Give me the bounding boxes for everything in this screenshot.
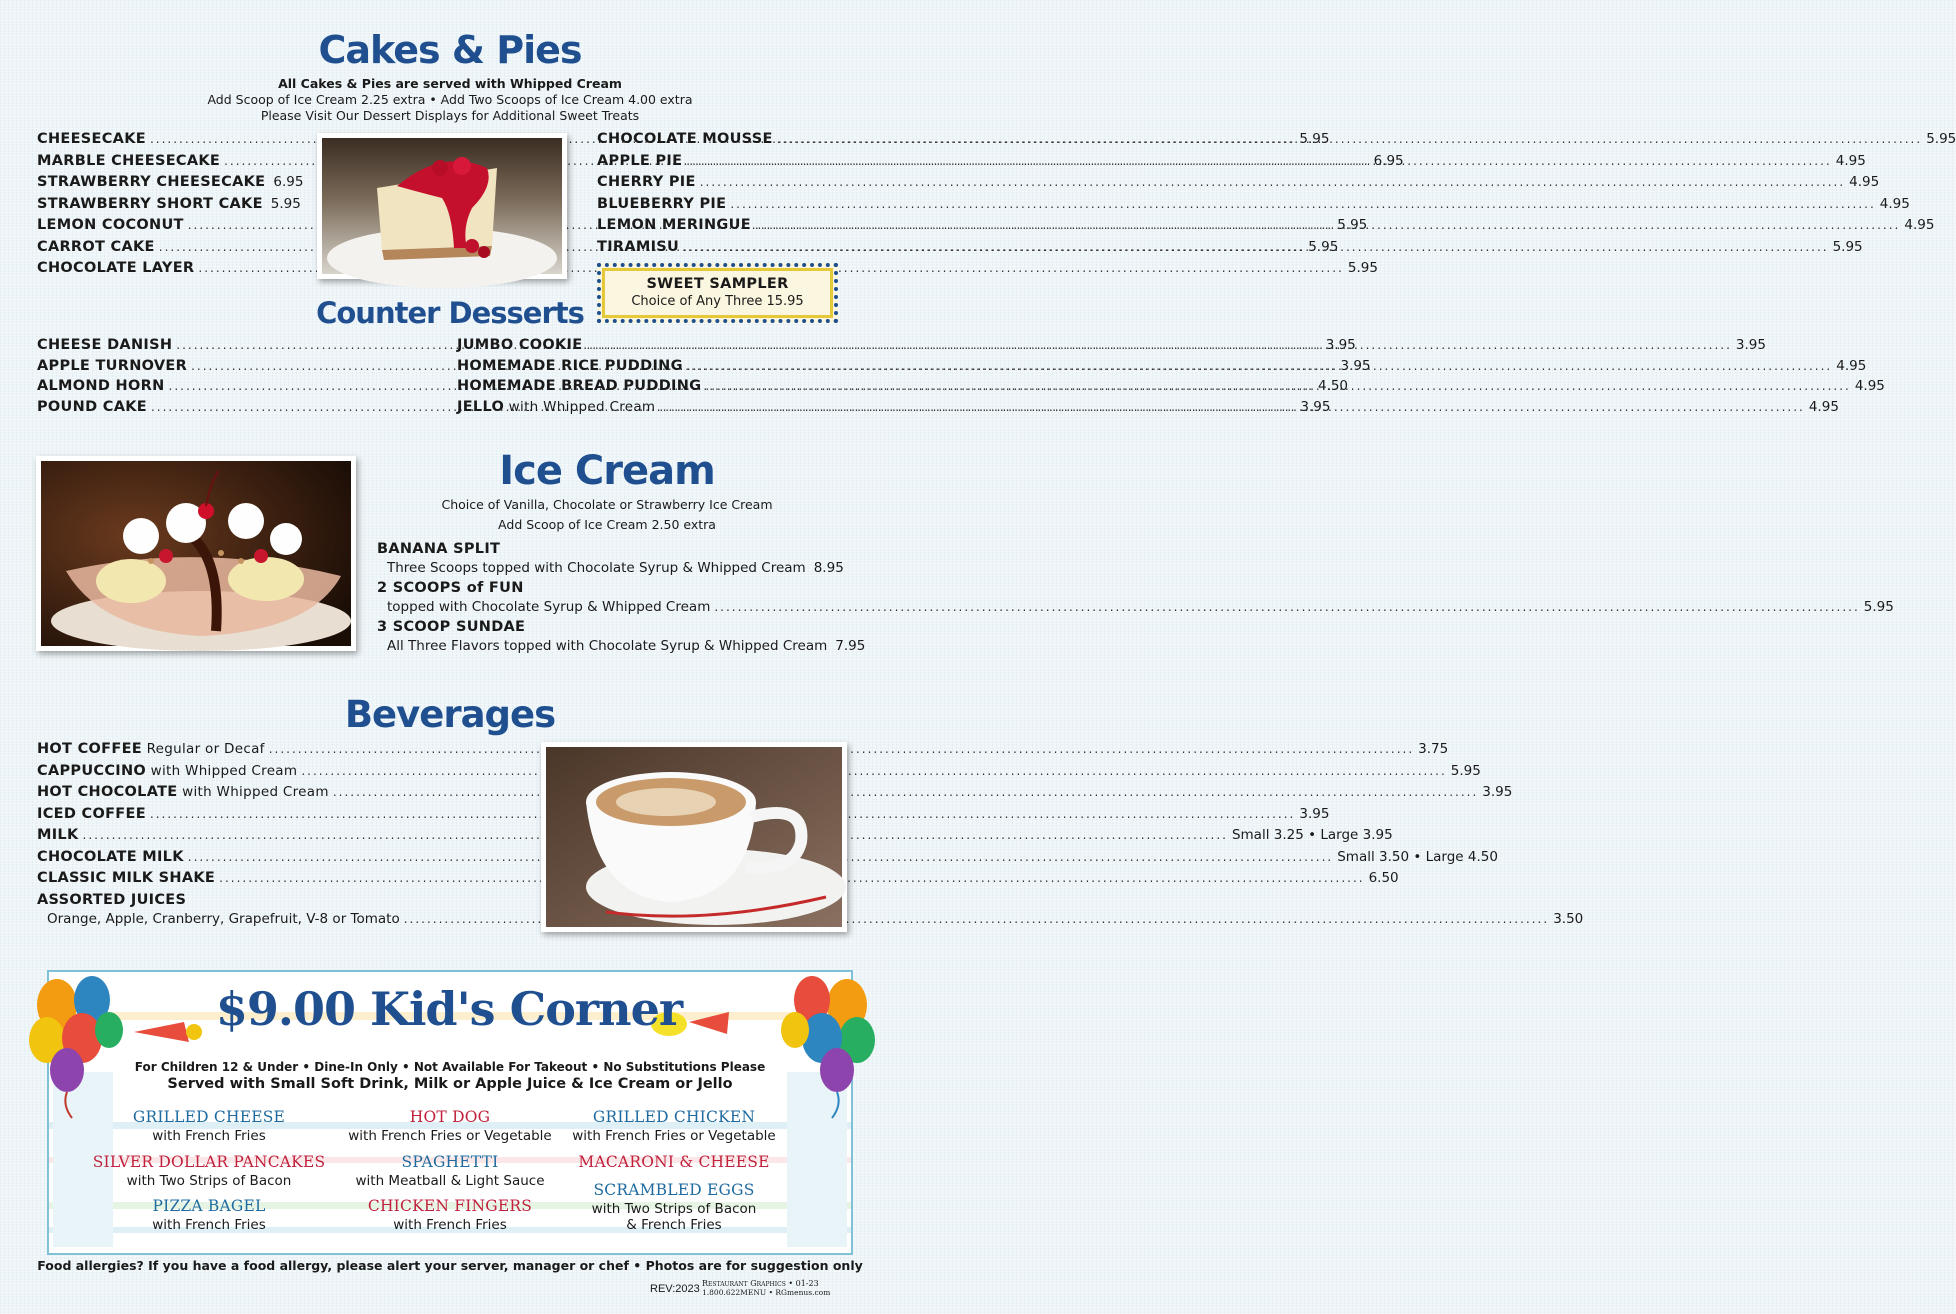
item-name-text: CARROT CAKE xyxy=(37,238,155,255)
menu-item xyxy=(37,827,1393,847)
cappuccino-photo xyxy=(541,742,847,932)
leader-dots xyxy=(705,379,1850,393)
kids-item-desc: & French Fries xyxy=(626,1217,722,1233)
item-name xyxy=(597,131,773,147)
item-price: 4.95 xyxy=(1879,195,1910,212)
item-price: 5.95 xyxy=(270,195,301,212)
item-price: 3.95 xyxy=(1735,337,1766,353)
item-name-text: HOMEMADE RICE PUDDING xyxy=(457,357,683,374)
item-price: 4.95 xyxy=(1835,152,1866,169)
menu-item xyxy=(37,741,1449,761)
item-name-text: ICED COFFEE xyxy=(37,805,146,822)
item-price: 4.50 xyxy=(1317,378,1349,394)
item-name xyxy=(37,763,297,779)
kids-item-desc: with French Fries xyxy=(152,1217,266,1233)
menu-item xyxy=(597,195,1910,216)
item-name-text: CLASSIC MILK SHAKE xyxy=(37,870,216,886)
menu-item xyxy=(37,195,301,216)
ice-cream-item-name: 3 SCOOP SUNDAE xyxy=(377,619,526,635)
item-price: 6.95 xyxy=(1373,152,1404,169)
kids-item-name: GRILLED CHEESE xyxy=(132,1108,286,1126)
item-name xyxy=(37,196,263,212)
item-name xyxy=(37,153,220,169)
kids-item-desc: with French Fries xyxy=(152,1128,266,1144)
kids-item-name: MACARONI & CHEESE xyxy=(578,1152,770,1171)
menu-item xyxy=(37,892,517,912)
ice-cream-item-row xyxy=(387,560,844,580)
kids-menu-item xyxy=(89,1108,329,1144)
kids-item-name: GRILLED CHICKEN xyxy=(592,1108,756,1126)
kids-menu-item xyxy=(554,1153,794,1171)
item-price: 5.95 xyxy=(1450,762,1481,779)
item-price: 4.95 xyxy=(1836,357,1867,374)
kids-item-name: CHICKEN FINGERS xyxy=(367,1197,533,1215)
allergy-note: Food allergies? If you have a food allergy, please alert your server, manager or chef • Photos are for suggestion only xyxy=(37,1258,863,1273)
item-price: 5.95 xyxy=(1299,131,1330,147)
item-name-text: BLUEBERRY PIE xyxy=(597,195,727,212)
kids-item-name: SILVER DOLLAR PANCAKES xyxy=(92,1152,326,1171)
item-name-text: LEMON COCONUT xyxy=(37,217,184,233)
leader-dots xyxy=(333,785,1478,799)
kids-corner-panel xyxy=(47,970,853,1255)
menu-item xyxy=(457,337,1766,357)
menu-item-desc-row xyxy=(47,911,1584,931)
leader-dots xyxy=(686,154,1831,168)
item-name-text: CAPPUCCINO xyxy=(37,762,147,779)
leader-dots xyxy=(714,600,1859,614)
item-name xyxy=(457,378,701,394)
leader-dots xyxy=(687,359,1832,373)
item-price: Small 3.50 • Large 4.50 xyxy=(1337,848,1498,865)
item-name-text: JELLO xyxy=(457,398,505,415)
item-name xyxy=(597,153,682,169)
item-name xyxy=(457,399,655,415)
item-name-text: HOT COFFEE xyxy=(37,741,142,757)
kids-item-name: PIZZA BAGEL xyxy=(152,1197,266,1215)
revision-label: REV:2023 xyxy=(650,1283,700,1295)
menu-item xyxy=(37,848,1498,869)
item-price: 4.95 xyxy=(1808,398,1839,415)
beverages-title: Beverages xyxy=(344,693,556,736)
kids-menu-item xyxy=(89,1197,329,1233)
item-name-text: APPLE TURNOVER xyxy=(37,357,188,374)
leader-dots xyxy=(700,175,1845,189)
leader-dots xyxy=(683,240,1828,254)
item-name-text: CHERRY PIE xyxy=(597,174,696,190)
item-name xyxy=(37,131,146,147)
cakes-title: Cakes & Pies xyxy=(318,28,582,72)
item-description: All Three Flavors topped with Chocolate Syrup & Whipped Cream xyxy=(387,638,828,654)
item-name xyxy=(597,239,679,255)
kids-menu-item xyxy=(330,1108,570,1144)
item-price: 4.95 xyxy=(1904,217,1935,233)
kids-corner-served: Served with Small Soft Drink, Milk or Apple Juice & Ice Cream or Jello xyxy=(167,1076,733,1092)
ice-cream-choice-note: Choice of Vanilla, Chocolate or Strawberry Ice Cream xyxy=(441,497,773,512)
item-name-text: LEMON MERINGUE xyxy=(597,217,751,233)
cakes-extra-note: Add Scoop of Ice Cream 2.25 extra • Add Two Scoops of Ice Cream 4.00 extra xyxy=(207,92,693,107)
item-qualifier: Regular or Decaf xyxy=(142,741,265,757)
item-name xyxy=(597,196,726,212)
item-name-text: CHOCOLATE MILK xyxy=(37,848,184,865)
item-name xyxy=(37,827,79,843)
item-price: 4.95 xyxy=(1849,174,1880,190)
banana-split-photo xyxy=(36,456,356,651)
item-name-text: CHEESE DANISH xyxy=(37,337,173,353)
leader-dots xyxy=(777,132,1922,146)
kids-menu-item xyxy=(330,1197,570,1233)
kids-item-name: SCRAMBLED EGGS xyxy=(593,1181,755,1199)
menu-item xyxy=(597,238,1863,259)
kids-corner-title: $9.00 Kid's Corner xyxy=(215,982,683,1036)
item-price: 3.95 xyxy=(1482,784,1513,800)
menu-item xyxy=(37,260,1378,280)
item-name-text: HOT CHOCOLATE xyxy=(37,784,178,800)
item-description: Three Scoops topped with Chocolate Syrup & Whipped Cream xyxy=(387,560,806,576)
printer-credit xyxy=(702,1279,862,1297)
item-name xyxy=(37,784,329,800)
party-horn-left-icon xyxy=(134,1017,204,1047)
item-name xyxy=(37,358,187,374)
kids-menu-item xyxy=(89,1153,329,1189)
kids-item-desc: with French Fries or Vegetable xyxy=(572,1128,776,1144)
kids-menu-item xyxy=(554,1108,794,1144)
ice-cream-extra-note: Add Scoop of Ice Cream 2.50 extra xyxy=(498,517,716,532)
item-name xyxy=(37,399,147,415)
menu-item xyxy=(37,762,1481,783)
kids-corner-note: For Children 12 & Under • Dine-In Only • Not Available For Takeout • No Substitutions Please xyxy=(134,1060,766,1074)
item-qualifier: with Whipped Cream xyxy=(504,398,656,415)
item-name-text: MARBLE CHEESECAKE xyxy=(37,152,221,169)
item-price: 5.95 xyxy=(1308,238,1339,255)
item-name xyxy=(37,217,184,233)
item-name xyxy=(37,378,165,394)
item-price: 3.95 xyxy=(1340,357,1371,374)
item-price: 5.95 xyxy=(1337,217,1368,233)
item-name xyxy=(37,337,172,353)
printer-credit-phone: 1.800.622MENU • RGmenus.com xyxy=(702,1288,831,1297)
item-name xyxy=(457,358,683,374)
kids-item-desc: with Meatball & Light Sauce xyxy=(355,1172,545,1189)
leader-dots xyxy=(301,764,1446,778)
item-name xyxy=(37,239,155,255)
item-name-text: STRAWBERRY CHEESECAKE xyxy=(37,174,266,190)
item-name xyxy=(37,849,184,865)
menu-item xyxy=(37,870,1399,890)
item-name-text: APPLE PIE xyxy=(597,152,683,169)
item-description: Orange, Apple, Cranberry, Grapefruit, V-8 or Tomato xyxy=(47,911,400,927)
menu-item xyxy=(597,174,1880,194)
ice-cream-item-name: BANANA SPLIT xyxy=(377,541,501,557)
item-price: 3.75 xyxy=(1418,741,1449,757)
cakes-display-note: Please Visit Our Dessert Displays for Additional Sweet Treats xyxy=(260,108,640,123)
leader-dots xyxy=(755,218,1900,232)
item-name xyxy=(37,741,265,757)
item-price: 5.95 xyxy=(1832,238,1863,255)
item-name-text: MILK xyxy=(37,827,79,843)
kids-item-desc: with Two Strips of Bacon xyxy=(591,1201,757,1217)
item-name-text: CHEESECAKE xyxy=(37,131,146,147)
item-price: 8.95 xyxy=(813,560,844,576)
ice-cream-title: Ice Cream xyxy=(499,448,715,494)
item-price: 6.95 xyxy=(273,174,304,190)
item-name-text: POUND CAKE xyxy=(37,398,147,415)
ice-cream-item-name: 2 SCOOPS of FUN xyxy=(377,580,524,596)
menu-item xyxy=(37,784,1513,804)
cakes-subtitle: All Cakes & Pies are served with Whipped Cream xyxy=(278,76,622,91)
item-price: 5.95 xyxy=(1347,260,1378,276)
ice-cream-item-row xyxy=(387,638,866,658)
item-price: Small 3.25 • Large 3.95 xyxy=(1231,827,1393,843)
sweet-sampler-desc: Choice of Any Three 15.95 xyxy=(631,294,804,309)
item-description: topped with Chocolate Syrup & Whipped Cream xyxy=(387,599,711,615)
item-name xyxy=(37,260,194,276)
item-name-text: TIRAMISU xyxy=(597,238,680,255)
item-name-text: HOMEMADE BREAD PUDDING xyxy=(457,378,702,394)
item-price: 3.95 xyxy=(1299,805,1330,822)
item-name-text: ALMOND HORN xyxy=(37,378,165,394)
item-price: 7.95 xyxy=(835,638,866,654)
item-name-text: STRAWBERRY SHORT CAKE xyxy=(37,195,263,212)
item-price: 3.95 xyxy=(1300,398,1331,415)
item-name xyxy=(37,174,265,190)
counter-desserts-title: Counter Desserts xyxy=(316,296,584,330)
item-qualifier: with Whipped Cream xyxy=(146,762,298,779)
item-price: 4.95 xyxy=(1854,378,1885,394)
item-qualifier: with Whipped Cream xyxy=(177,784,329,800)
printer-credit-code: • 01-23 xyxy=(788,1279,819,1288)
balloons-left-icon xyxy=(27,970,137,1120)
item-price: 3.50 xyxy=(1553,911,1584,927)
ice-cream-item-row xyxy=(387,599,1894,619)
item-price: 5.95 xyxy=(1926,131,1956,147)
item-name xyxy=(597,174,696,190)
leader-dots xyxy=(586,338,1731,352)
cheesecake-photo xyxy=(317,133,567,279)
kids-item-desc: with Two Strips of Bacon xyxy=(126,1172,292,1189)
item-name xyxy=(37,806,146,822)
item-name-text: JUMBO COOKIE xyxy=(457,337,583,353)
item-name xyxy=(457,337,582,353)
leader-dots xyxy=(659,400,1804,414)
kids-menu-item xyxy=(554,1181,794,1233)
item-price: 3.95 xyxy=(1325,337,1356,353)
menu-item xyxy=(37,174,304,194)
item-price: 6.50 xyxy=(1368,870,1399,886)
printer-credit-name: Restaurant Graphics xyxy=(702,1279,786,1288)
item-price: 5.95 xyxy=(1863,599,1894,615)
menu-item xyxy=(37,805,1330,826)
item-name: ASSORTED JUICES xyxy=(37,892,187,908)
leader-dots xyxy=(730,197,1875,211)
kids-item-desc: with French Fries or Vegetable xyxy=(348,1128,552,1144)
item-name xyxy=(37,870,215,886)
item-name xyxy=(597,217,751,233)
kids-item-desc: with French Fries xyxy=(393,1217,507,1233)
item-name-text: CHOCOLATE LAYER xyxy=(37,260,195,276)
item-name-text: CHOCOLATE MOUSSE xyxy=(597,131,773,147)
sweet-sampler-title: SWEET SAMPLER xyxy=(646,276,789,292)
kids-item-name: HOT DOG xyxy=(409,1108,491,1126)
kids-menu-item xyxy=(330,1153,570,1189)
kids-item-name: SPAGHETTI xyxy=(401,1152,499,1171)
menu-item xyxy=(597,131,1956,151)
balloons-right-icon xyxy=(767,970,877,1120)
